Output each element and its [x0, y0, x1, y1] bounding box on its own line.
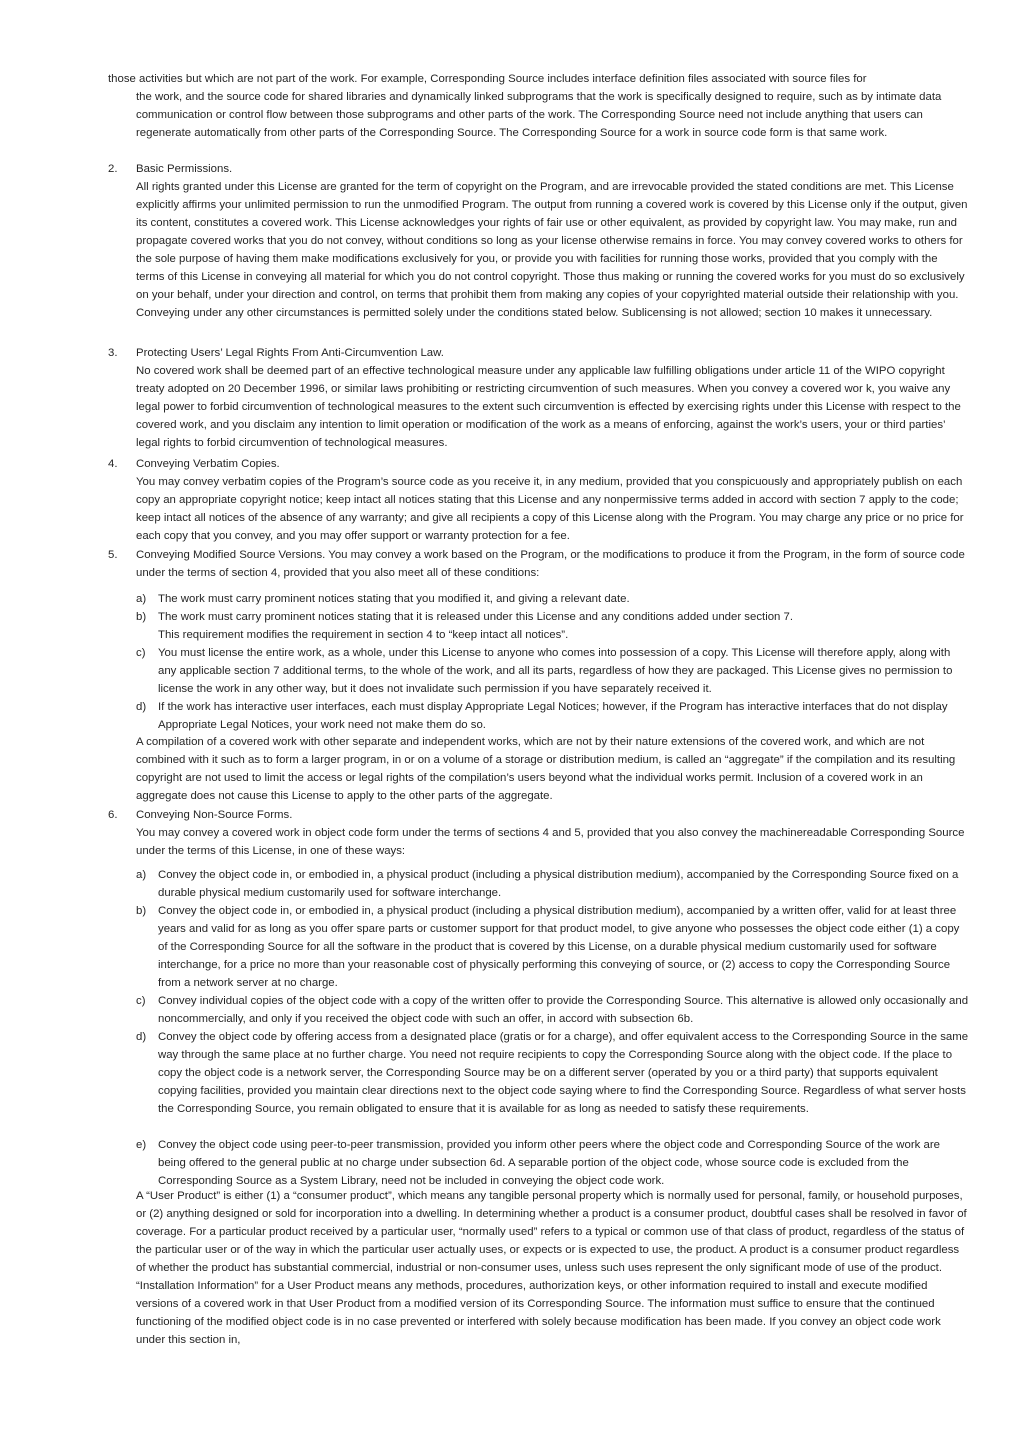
section-6: [108, 806, 968, 860]
section-title: Protecting Users’ Legal Rights From Anti-Circumvention Law.: [136, 347, 444, 359]
list-item: [136, 1028, 970, 1118]
list-item-text: Convey the object code by offering access from a designated place (gratis or for a charge), and offer equivalent access to the Corresponding Source in the same way through the same place at no further charge. You need not require recipients to copy the Corresponding Source along with the object code. If the place to copy the object code is a network server, the Corresponding Source may be on a different server (operated by you or a third party) that supports equivalent copying facilities, provided you maintain clear directions next to the object code saying where to find the Corresponding Source. Regardless of what server hosts the Corresponding Source, you remain obligated to ensure that it is available for as long as needed to satisfy these requirements.: [158, 1031, 969, 1115]
section-2: [108, 160, 968, 322]
list-item: [136, 644, 970, 698]
list-item: [136, 608, 970, 644]
list-item: [136, 698, 970, 734]
user-product-paragraph: [136, 1187, 970, 1349]
section-3: [108, 344, 968, 452]
list-item-text: Convey the object code in, or embodied in, a physical product (including a physical distribution medium), accompanied by the Corresponding Source fixed on a durable physical medium customarily used for software interchange.: [158, 869, 959, 899]
intro-rest: the work, and the source code for shared libraries and dynamically linked subprograms that the work is specifically designed to require, such as by intimate data communication or control flow between those subprograms and other parts of the work. The Corresponding Source need not include anything that users can regenerate automatically from other parts of the Corresponding Source. The Corresponding Source for a work in source code form is that same work.: [136, 91, 942, 139]
section-4: [108, 455, 968, 545]
list-item-text: Convey individual copies of the object code with a copy of the written offer to provide the Corresponding Source. This alternative is allowed only occasionally and noncommercially, and only if you received the object code with such an offer, in accord with subsection 6b.: [158, 995, 969, 1025]
section-title: Conveying Modified Source Versions. You may convey a work based on the Program, or the modifications to produce it from the Program, in the form of source code under the terms of section 4, provided that you also meet all of these conditions:: [136, 549, 965, 579]
list-item-text: The work must carry prominent notices stating that you modified it, and giving a relevant date.: [158, 593, 630, 605]
list-item-label: c): [136, 995, 146, 1007]
section-title: Conveying Verbatim Copies.: [136, 458, 280, 470]
list-item: [136, 992, 970, 1028]
list-item-text: You must license the entire work, as a whole, under this License to anyone who comes into possession of a copy. This License will therefore apply, along with any applicable section 7 additional terms, to the whole of the work, and all its parts, regardless of how they are packaged. This License gives no permission to license the work in any other way, but it does not invalidate such permission if you have separately received it.: [158, 647, 953, 695]
section-title: Basic Permissions.: [136, 163, 233, 175]
section-text: No covered work shall be deemed part of an effective technological measure under any applicable law fulfilling obligations under article 11 of the WIPO copyright treaty adopted on 20 December 1996, or similar laws prohibiting or restricting circumvention of such measures. When you convey a covered wor k, you waive any legal power to forbid circumvention of technological measures to the extent such circumvention is effected by exercising rights under this License with respect to the covered work, and you disclaim any intention to limit operation or modification of the work as a means of enforcing, against the work’s users, your or third parties’ legal rights to forbid circumvention of technological measures.: [136, 365, 961, 449]
list-item: [136, 902, 970, 992]
section-number: 5.: [108, 549, 118, 561]
list-item: [136, 590, 970, 608]
list-item-text: If the work has interactive user interfaces, each must display Appropriate Legal Notices; however, if the Program has interactive interfaces that do not display Appropriate Legal Notices, your work need not make them do so.: [158, 701, 948, 731]
list-item-text-continued: This requirement modifies the requirement in section 4 to “keep intact all notices”.: [158, 629, 569, 641]
section-5: [108, 546, 968, 582]
list-item-text: Convey the object code using peer-to-peer transmission, provided you inform other peers where the object code and Corresponding Source of the work are being offered to the general public at no charge under subsection 6d. A separable portion of the object code, whose source code is excluded from the Corresponding Source as a System Library, need not be included in conveying the object code work.: [158, 1139, 940, 1187]
list-item-label: a): [136, 593, 147, 605]
list-item-label: e): [136, 1139, 147, 1151]
aggregate-paragraph: [136, 733, 968, 805]
section-text: You may convey verbatim copies of the Program’s source code as you receive it, in any medium, provided that you conspicuously and appropriately publish on each copy an appropriate copyright notice; keep intact all notices stating that this License and any nonpermissive terms added in accord with section 7 apply to the code; keep intact all notices of the absence of any warranty; and give all recipients a copy of this License along with the Program. You may charge any price or no price for each copy that you convey, and you may offer support or warranty protection for a fee.: [136, 476, 964, 542]
section-text: You may convey a covered work in object code form under the terms of sections 4 and 5, provided that you also convey the machinereadable Corresponding Source under the terms of this License, in one of these ways:: [136, 827, 965, 857]
section-number: 3.: [108, 347, 118, 359]
list-item-label: d): [136, 701, 147, 713]
list-item: [136, 1136, 970, 1190]
list-item-label: b): [136, 611, 147, 623]
paragraph-text: A compilation of a covered work with other separate and independent works, which are not by their nature extensions of the covered work, and which are not combined with it such as to form a larger program, in or on a volume of a storage or distribution medium, is called an “aggregate” if the compilation and its resulting copyright are not used to limit the access or legal rights of the compilation’s users beyond what the individual works permit. Inclusion of a covered work in an aggregate does not cause this License to apply to the other parts of the aggregate.: [136, 736, 956, 802]
list-item-label: a): [136, 869, 147, 881]
section-number: 6.: [108, 809, 118, 821]
intro-lead: those activities but which are not part of the work. For example, Corresponding Source includes interface definition files associated with source files for: [108, 73, 867, 85]
section-number: 2.: [108, 163, 118, 175]
list-item: [136, 866, 970, 902]
list-item-label: d): [136, 1031, 147, 1043]
intro-paragraph: [108, 70, 968, 142]
list-item-text: Convey the object code in, or embodied in, a physical product (including a physical distribution medium), accompanied by a written offer, valid for at least three years and valid for as long as you offer spare parts or customer support for that product model, to give anyone who possesses the object code either (1) a copy of the Corresponding Source for all the software in the product that is covered by this License, on a durable physical medium customarily used for software interchange, for a price no more than your reasonable cost of physically performing this conveying of source, or (2) access to copy the Corresponding Source from a network server at no charge.: [158, 905, 960, 989]
paragraph-text: A “User Product” is either (1) a “consumer product”, which means any tangible personal property which is normally used for personal, family, or household purposes, or (2) anything designed or sold for incorporation into a dwelling. In determining whether a product is a consumer product, doubtful cases shall be resolved in favor of coverage. For a particular product received by a particular user, “normally used” refers to a typical or common use of that class of product, regardless of the status of the particular user or of the way in which the particular user actually uses, or expects or is expected to use, the product. A product is a consumer product regardless of whether the product has substantial commercial, industrial or non-consumer uses, unless such uses represent the only significant mode of use of the product. “Installation Information” for a User Product means any methods, procedures, authorization keys, or other information required to install and execute modified versions of a covered work in that User Product from a modified version of its Corresponding Source. The information must suffice to ensure that the continued functioning of the modified object code is in no case prevented or interfered with solely because modification has been made. If you convey an object code work under this section in,: [136, 1190, 967, 1346]
section-title: Conveying Non-Source Forms.: [136, 809, 293, 821]
section-number: 4.: [108, 458, 118, 470]
list-item-text: The work must carry prominent notices stating that it is released under this License and any conditions added under section 7.: [158, 611, 794, 623]
list-item-label: b): [136, 905, 147, 917]
section-text: All rights granted under this License are granted for the term of copyright on the Program, and are irrevocable provided the stated conditions are met. This License explicitly affirms your unlimited permission to run the unmodified Program. The output from running a covered work is covered by this License only if the output, given its content, constitutes a covered work. This License acknowledges your rights of fair use or other equivalent, as provided by copyright law. You may make, run and propagate covered works that you do not convey, without conditions so long as your license otherwise remains in force. You may convey covered works to others for the sole purpose of having them make modifications exclusively for you, or provide you with facilities for running those works, provided that you comply with the terms of this License in conveying all material for which you do not control copyright. Those thus making or running the covered works for you must do so exclusively on your behalf, under your direction and control, on terms that prohibit them from making any copies of your copyrighted material outside their relationship with you. Conveying under any other circumstances is permitted solely under the conditions stated below. Sublicensing is not allowed; section 10 makes it unnecessary.: [136, 181, 968, 319]
list-item-label: c): [136, 647, 146, 659]
